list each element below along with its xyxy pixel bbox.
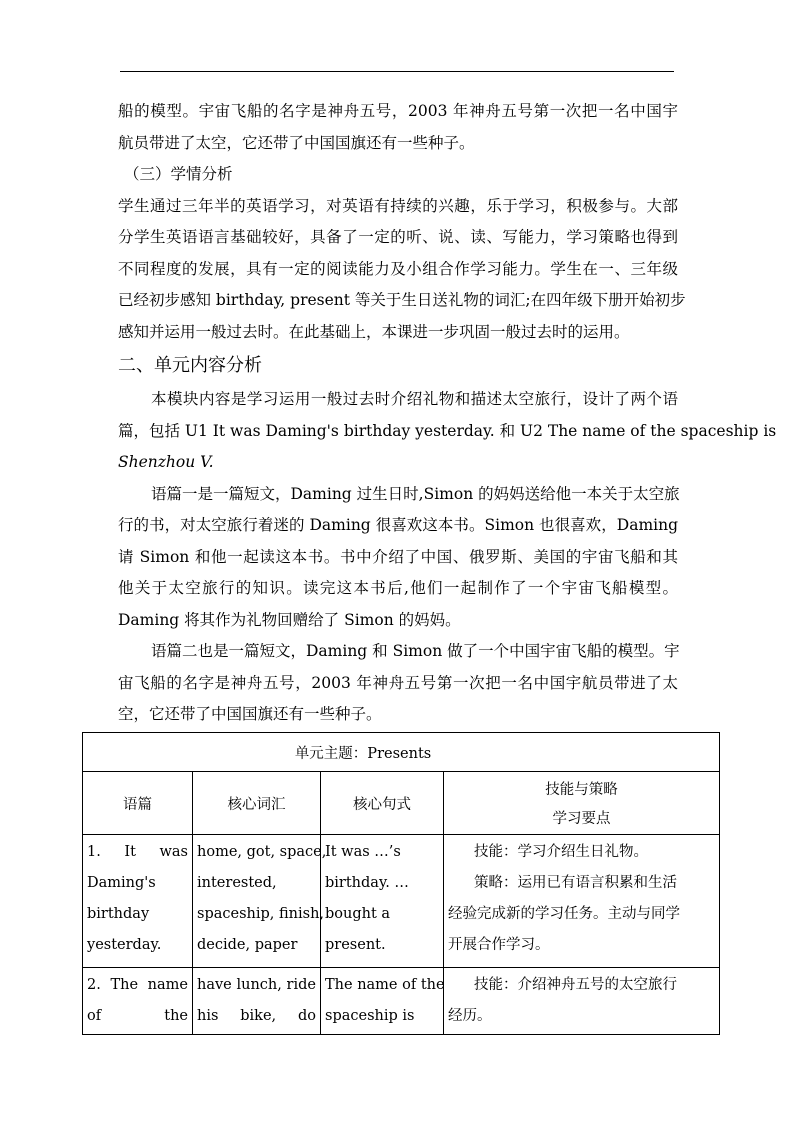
section-2-heading: 二、单元内容分析 bbox=[118, 355, 262, 376]
paragraph-line: 本模块内容是学习运用一般过去时介绍礼物和描述太空旅行，设计了两个语 bbox=[151, 390, 678, 408]
cell-line: present. bbox=[325, 937, 386, 953]
paragraph-line: Shenzhou V. bbox=[118, 453, 214, 471]
cell-line: 技能：学习介绍生日礼物。 bbox=[474, 844, 648, 860]
header-words: 核心词汇 bbox=[193, 772, 321, 835]
unit-table bbox=[82, 732, 720, 1035]
cell-text bbox=[83, 835, 193, 968]
paragraph-line: 航员带进了太空，它还带了中国国旗还有一些种子。 bbox=[118, 133, 475, 152]
paragraph-line: 语篇一是一篇短文，Daming 过生日时,Simon 的妈妈送给他一本关于太空旅 bbox=[151, 484, 680, 503]
cell-line: birthday bbox=[87, 906, 150, 922]
cell-words bbox=[193, 835, 327, 968]
cell-sentences bbox=[321, 835, 444, 968]
cell-line: spaceship is bbox=[325, 1008, 415, 1024]
cell-skills bbox=[444, 968, 720, 1035]
unit-theme: 单元主题：Presents bbox=[83, 733, 720, 772]
cell-line: Daming's bbox=[87, 875, 156, 891]
cell-words bbox=[193, 968, 321, 1035]
cell-line: his bike, do bbox=[197, 1008, 316, 1024]
header-text: 语篇 bbox=[83, 772, 193, 835]
paragraph-line: 感知并运用一般过去时。在此基础上，本课进一步巩固一般过去时的运用。 bbox=[118, 322, 630, 341]
paragraph-line: 请 Simon 和他一起读这本书。书中介绍了中国、俄罗斯、美国的宇宙飞船和其 bbox=[118, 547, 678, 566]
cell-sentences bbox=[321, 968, 444, 1035]
header-sentences: 核心句式 bbox=[321, 772, 444, 835]
cell-line: of the bbox=[87, 1008, 188, 1024]
cell-line: 经验完成新的学习任务。主动与同学 bbox=[448, 906, 680, 922]
cell-line: 开展合作学习。 bbox=[448, 937, 550, 953]
paragraph-line: 分学生英语语言基础较好，具备了一定的听、说、读、写能力，学习策略也得到 bbox=[118, 228, 678, 246]
cell-line: interested, bbox=[197, 875, 277, 891]
paragraph-line: 学生通过三年半的英语学习，对英语有持续的兴趣，乐于学习，积极参与。大部 bbox=[118, 196, 678, 215]
table-row bbox=[83, 835, 720, 968]
cell-line: 经历。 bbox=[448, 1008, 492, 1024]
paragraph-line: 宙飞船的名字是神舟五号，2003 年神舟五号第一次把一名中国宇航员带进了太 bbox=[118, 673, 678, 692]
cell-line: spaceship, finish, bbox=[197, 906, 325, 922]
paragraph-line: Daming 将其作为礼物回赠给了 Simon 的妈妈。 bbox=[118, 610, 461, 629]
paragraph-line: 他关于太空旅行的知识。读完这本书后,他们一起制作了一个宇宙飞船模型。 bbox=[118, 579, 678, 597]
table-row bbox=[83, 968, 720, 1035]
cell-line: have lunch, ride bbox=[197, 977, 316, 993]
header-skills bbox=[444, 772, 720, 835]
cell-text bbox=[83, 968, 193, 1035]
cell-line: home, got, space, bbox=[197, 844, 327, 860]
cell-line: 2. The name bbox=[87, 977, 188, 993]
cell-line: The name of the bbox=[325, 977, 445, 993]
paragraph-line: 空，它还带了中国国旗还有一些种子。 bbox=[118, 705, 382, 723]
cell-line: 1. It was bbox=[87, 844, 188, 860]
cell-line: 技能：介绍神舟五号的太空旅行 bbox=[474, 977, 677, 993]
cell-skills bbox=[444, 835, 720, 968]
cell-line: 策略：运用已有语言积累和生活 bbox=[474, 875, 677, 891]
document-body bbox=[118, 96, 777, 731]
cell-line: birthday. … bbox=[325, 875, 409, 891]
paragraph-line: 行的书，对太空旅行着迷的 Daming 很喜欢这本书。Simon 也很喜欢，Daming bbox=[118, 516, 678, 534]
cell-line: bought a bbox=[325, 906, 391, 922]
section-3-heading: （三）学情分析 bbox=[124, 165, 233, 183]
paragraph-line: 篇，包括 U1 It was Daming's birthday yesterday. 和 U2 The name of the spaceship is bbox=[118, 421, 777, 440]
header-skills-line: 学习要点 bbox=[552, 811, 611, 827]
cell-line: decide, paper bbox=[197, 937, 298, 953]
header-rule bbox=[120, 71, 674, 72]
cell-line: It was …’s bbox=[325, 844, 401, 860]
header-skills-line: 技能与策略 bbox=[545, 782, 618, 798]
cell-line: yesterday. bbox=[87, 937, 162, 953]
paragraph-line: 不同程度的发展，具有一定的阅读能力及小组合作学习能力。学生在一、三年级 bbox=[118, 259, 678, 278]
paragraph-line: 语篇二也是一篇短文，Daming 和 Simon 做了一个中国宇宙飞船的模型。宇 bbox=[151, 642, 680, 660]
paragraph-line: 船的模型。宇宙飞船的名字是神舟五号，2003 年神舟五号第一次把一名中国宇 bbox=[118, 102, 678, 120]
paragraph-line: 已经初步感知 birthday, present 等关于生日送礼物的词汇;在四年级下册开始初步 bbox=[118, 291, 686, 309]
